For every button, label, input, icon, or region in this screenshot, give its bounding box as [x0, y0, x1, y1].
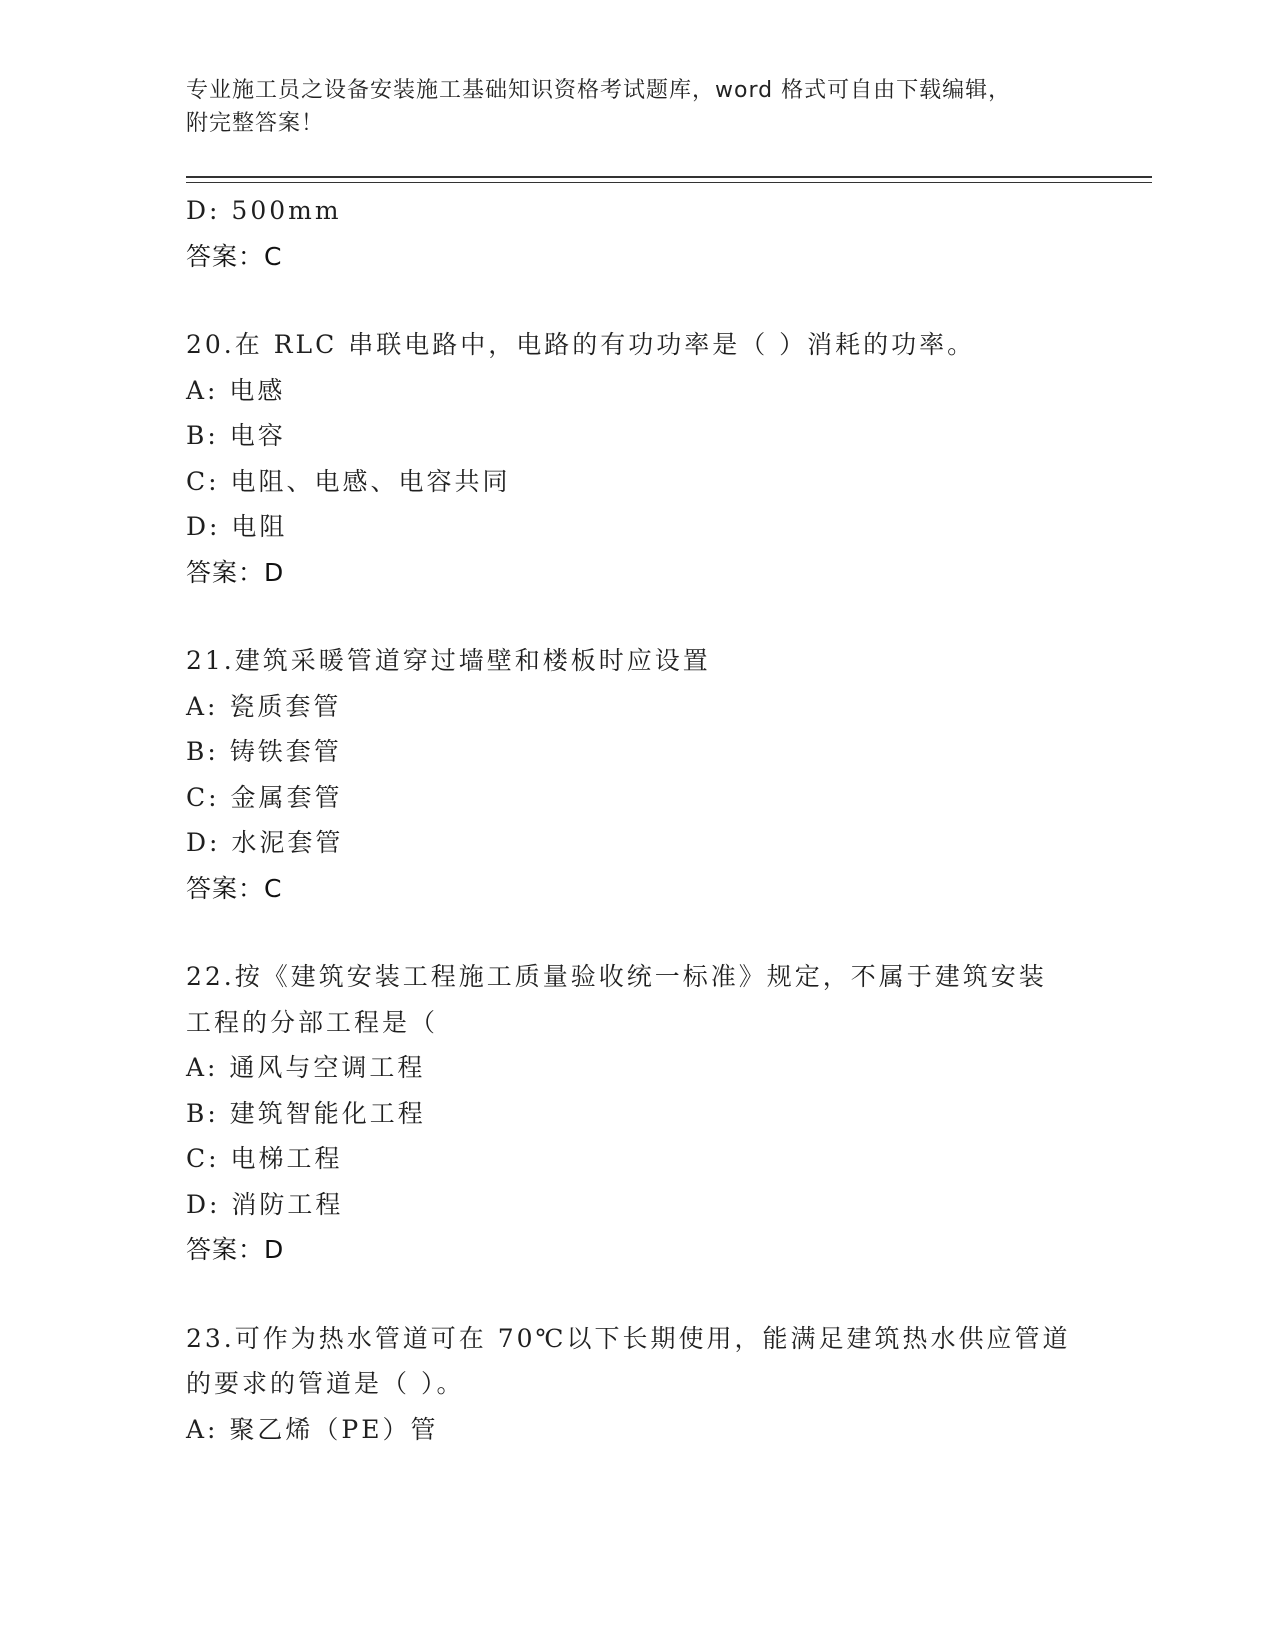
option-c: C: 电梯工程 [186, 1144, 343, 1173]
header-rule-thin [186, 182, 1152, 183]
question-text-line-2: 工程的分部工程是（ [186, 1007, 439, 1037]
option-a: A: 通风与空调工程 [186, 1053, 426, 1082]
header-rule-thick [186, 176, 1152, 178]
option-c: C: 金属套管 [186, 782, 343, 812]
question-block-22 [186, 954, 1086, 1273]
question-content [186, 188, 1086, 1452]
answer-line: 答案：D [186, 1235, 285, 1264]
option-d: D: 电阻 [186, 512, 288, 541]
question-text-line-1: 23.可作为热水管道可在 70℃以下长期使用，能满足建筑热水供应管道 [186, 1323, 1071, 1353]
option-b: B: 铸铁套管 [186, 737, 342, 766]
option-d: D: 消防工程 [186, 1189, 344, 1219]
answer-line: 答案：D [186, 557, 285, 587]
option-c: C: 电阻、电感、电容共同 [186, 466, 511, 496]
spacer [186, 595, 1086, 638]
question-block-20 [186, 322, 1086, 595]
document-header [186, 74, 1086, 140]
header-line-2: 附完整答案！ [186, 111, 325, 136]
header-line-1: 专业施工员之设备安装施工基础知识资格考试题库，word 格式可自由下载编辑， [186, 78, 1012, 103]
option-d: D: 水泥套管 [186, 828, 344, 857]
spacer [186, 1273, 1086, 1316]
question-block-23 [186, 1316, 1086, 1453]
question-block-21 [186, 638, 1086, 911]
question-text-line-1: 22.按《建筑安装工程施工质量验收统一标准》规定，不属于建筑安装 [186, 962, 1047, 991]
option-a: A: 瓷质套管 [186, 691, 342, 721]
spacer [186, 279, 1086, 322]
answer-line: 答案：C [186, 241, 283, 271]
option-a: A: 聚乙烯（PE）管 [186, 1414, 439, 1444]
spacer [186, 911, 1086, 954]
answer-line: 答案：C [186, 873, 283, 903]
option-b: B: 电容 [186, 421, 286, 450]
option-b: B: 建筑智能化工程 [186, 1098, 426, 1128]
question-text-line-2: 的要求的管道是（ ）。 [186, 1369, 465, 1398]
question-text: 21.建筑采暖管道穿过墙壁和楼板时应设置 [186, 646, 711, 675]
question-text: 20.在 RLC 串联电路中，电路的有功功率是（ ）消耗的功率。 [186, 330, 976, 359]
option-a: A: 电感 [186, 375, 286, 405]
option-d: D: 500mm [186, 196, 342, 225]
